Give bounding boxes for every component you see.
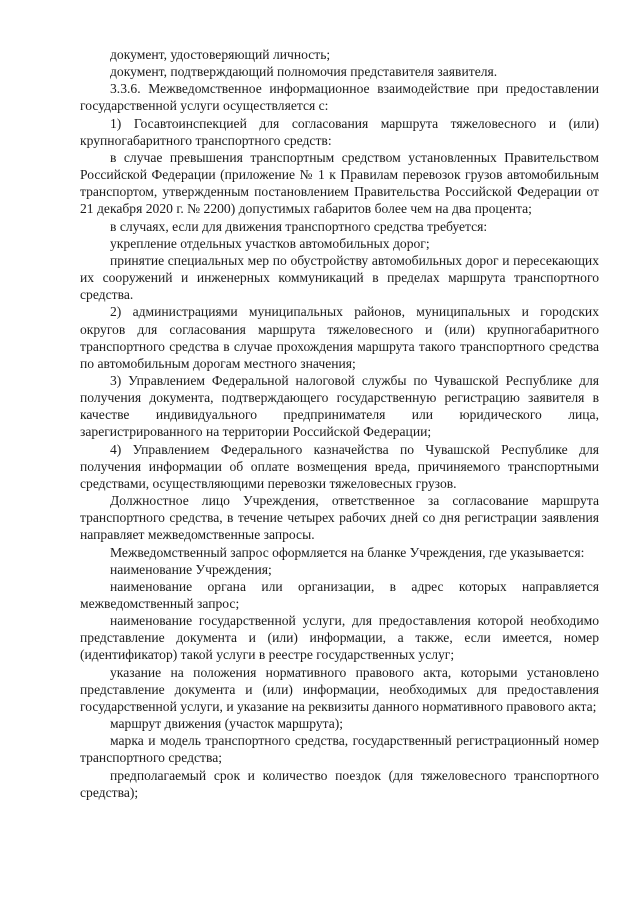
paragraph-cases-required: в случаях, если для движения транспортного средства требуется: <box>110 218 488 234</box>
paragraph-special-measures: принятие специальных мер по обустройству автомобильных дорог и пересекающих их сооружений и инженерных коммуникаций в пределах маршрута транспортного средства. <box>80 252 599 303</box>
paragraph-oversize-limits: в случае превышения транспортным средством установленных Правительством Российской Федерации (приложение № 1 к Правилам перевозок грузов автомобильным транспортом, утвержденным постановлением Правительства Российской Федерации от 21 декабря 2020 г. № 2200) допустимых габаритов более чем на два процента; <box>80 149 599 217</box>
paragraph-service-name: наименование государственной услуги, для предоставления которой необходимо представление документа и (или) информации, а также, если имеется, номер (идентификатор) такой услуги в реестре государственных услуг; <box>80 613 599 663</box>
paragraph-section-3-3-6: 3.3.6. Межведомственное информационное взаимодействие при предоставлении государственной услуги осуществляется с: <box>80 81 599 114</box>
paragraph-trip-term: предполагаемый срок и количество поездок (для тяжеловесного транспортного средства); <box>80 767 599 800</box>
document-body <box>80 46 599 801</box>
paragraph-identity-document: документ, удостоверяющий личность; <box>110 47 331 62</box>
paragraph-route: маршрут движения (участок маршрута); <box>110 716 344 732</box>
paragraph-official-requests: Должностное лицо Учреждения, ответственное за согласование маршрута транспортного средства, в течение четырех рабочих дней со дня регистрации заявления направляет межведомственные запросы. <box>80 493 599 543</box>
paragraph-item-2-municipal: 2) администрациями муниципальных районов, муниципальных и городских округов для согласования маршрута тяжеловесного и (или) крупногабаритного транспортного средства в случае прохождения маршрута такого транспортного средства по автомобильным дорогам местного значения; <box>80 304 599 371</box>
paragraph-item-4-treasury: 4) Управлением Федерального казначейства по Чувашской Республике для получения информации об оплате возмещения вреда, причиняемого транспортными средствами, осуществляющими перевозки тяжеловесных грузов. <box>80 441 599 491</box>
paragraph-item-1-traffic-police: 1) Госавтоинспекцией для согласования маршрута тяжеловесного и (или) крупногабаритного транспортного средств: <box>80 115 599 148</box>
paragraph-legal-act: указание на положения нормативного правового акта, которыми установлено представление документа и (или) информации, необходимых для предоставления государственной услуги, и указание на реквизиты данного нормативного правового акта; <box>80 664 599 714</box>
paragraph-representative-authority: документ, подтверждающий полномочия представителя заявителя. <box>110 64 498 80</box>
paragraph-recipient-name: наименование органа или организации, в адрес которых направляется межведомственный запрос; <box>80 578 599 611</box>
paragraph-institution-name: наименование Учреждения; <box>110 561 272 577</box>
paragraph-request-form: Межведомственный запрос оформляется на бланке Учреждения, где указывается: <box>110 544 585 560</box>
paragraph-vehicle-model: марка и модель транспортного средства, государственный регистрационный номер транспортного средства; <box>80 733 599 766</box>
paragraph-road-reinforcement: укрепление отдельных участков автомобильных дорог; <box>110 235 430 251</box>
paragraph-item-3-tax-service: 3) Управлением Федеральной налоговой службы по Чувашской Республике для получения документа, подтверждающего государственную регистрацию заявителя в качестве индивидуального предпринимателя или юридического лица, зарегистрированного на территории Российской Федерации; <box>80 372 599 440</box>
